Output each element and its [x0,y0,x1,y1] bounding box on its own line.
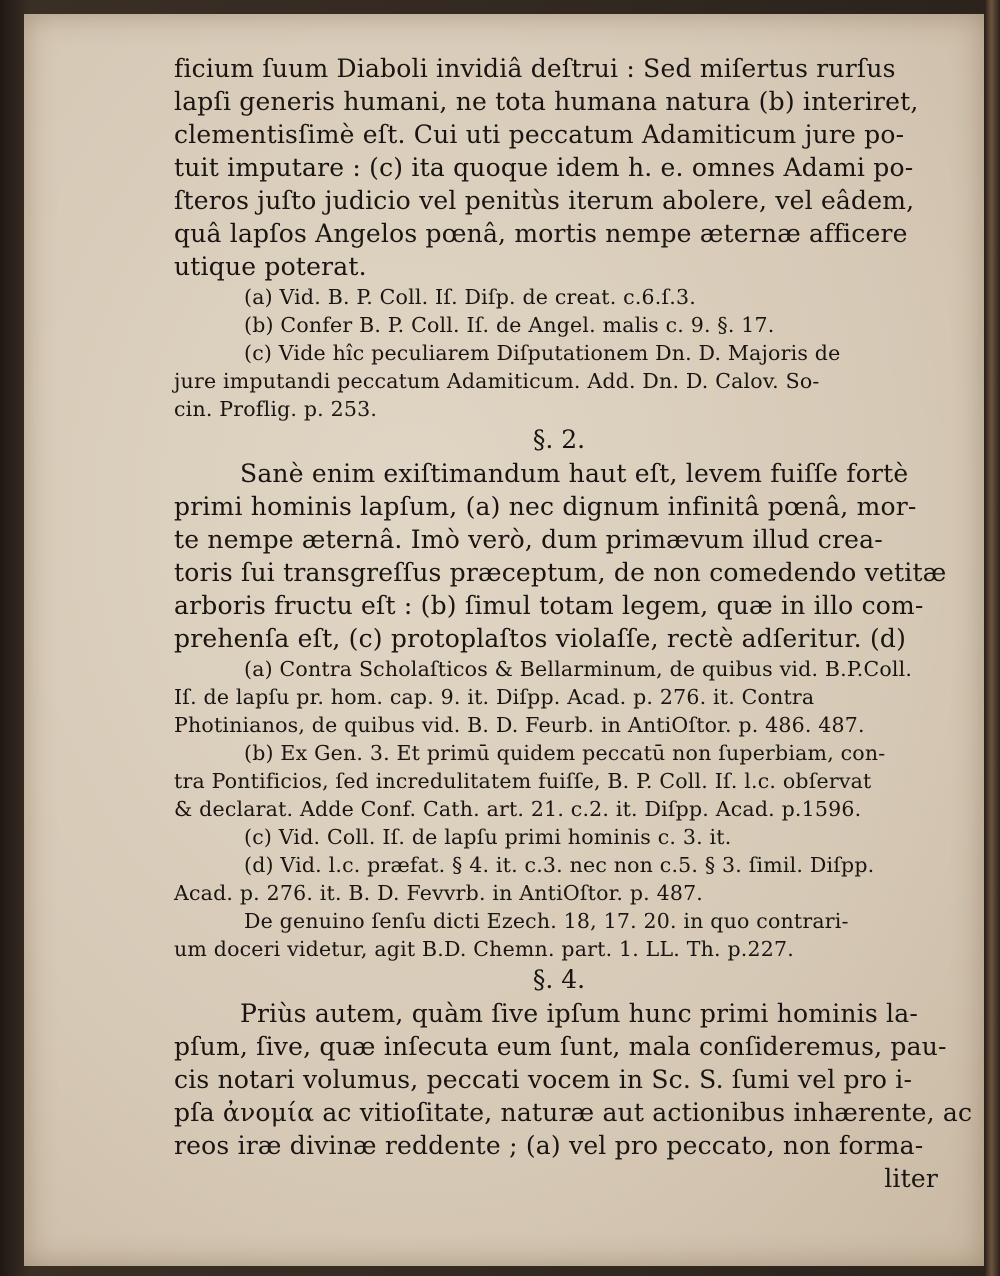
footnote-line: (b) Confer B. P. Coll. Iſ. de Angel. malis c. 9. §. 17. [244,313,775,337]
text-line: pſa ἀνομία ac vitioſitate, naturæ aut actionibus inhærente, ac [174,1098,973,1127]
page-text [174,52,973,1195]
catchword: liter [884,1164,938,1193]
footnote-line: De genuino ſenſu dicti Ezech. 18, 17. 20. in quo contrari- [244,909,849,933]
section-heading: §. 2. [532,425,586,454]
text-line: reos iræ divinæ reddente ; (a) vel pro peccato, non forma- [174,1131,924,1160]
section-heading: §. 4. [532,965,586,994]
text-line: lapſi generis humani, ne tota humana natura (b) interiret, [174,87,919,116]
footnotes-1 [174,283,944,423]
text-line: clementisſimè eſt. Cui uti peccatum Adamiticum jure po- [174,120,905,149]
page-edge [986,0,1000,1276]
footnote-line: tra Pontificios, ſed incredulitatem fuiſſe, B. P. Coll. Iſ. l.c. obſervat [174,769,872,793]
text-line: toris ſui transgreſſus præceptum, de non comedendo vetitæ [174,558,947,587]
text-line: ſteros juſto judicio vel penitùs iterum abolere, vel eâdem, [174,186,915,215]
text-line: arboris fructu eſt : (b) ſimul totam legem, quæ in illo com- [174,591,924,620]
footnote-line: & declarat. Adde Conf. Cath. art. 21. c.2. it. Diſpp. Acad. p.1596. [174,797,862,821]
book-page [24,14,984,1266]
text-line: cis notari volumus, peccati vocem in Sc. S. ſumi vel pro i- [174,1065,913,1094]
footnote-line: (a) Vid. B. P. Coll. Iſ. Diſp. de creat. c.6.ſ.3. [244,285,696,309]
text-line: Priùs autem, quàm ſive ipſum hunc primi hominis la- [240,999,918,1028]
footnote-line: (d) Vid. l.c. præfat. § 4. it. c.3. nec non c.5. § 3. ſimil. Diſpp. [244,853,875,877]
footnote-line: (b) Ex Gen. 3. Et primū quidem peccatū non ſuperbiam, con- [244,741,886,765]
footnote-line: (c) Vide hîc peculiarem Diſputationem Dn. D. Majoris de [244,341,841,365]
footnote-line: cin. Proflig. p. 253. [174,397,378,421]
footnote-line: Acad. p. 276. it. B. D. Fevvrb. in AntiOſtor. p. 487. [174,881,704,905]
footnote-line: um doceri videtur, agit B.D. Chemn. part. 1. LL. Th. p.227. [174,937,794,961]
text-line: ficium ſuum Diaboli invidiâ deſtrui : Sed miſertus rurſus [174,54,896,83]
paragraph-1 [174,52,944,283]
footnote-line: Photinianos, de quibus vid. B. D. Feurb. in AntiOſtor. p. 486. 487. [174,713,865,737]
footnote-line: (a) Contra Scholaſticos & Bellarminum, de quibus vid. B.P.Coll. [244,657,913,681]
paragraph-2 [174,457,947,655]
text-line: utique poterat. [174,252,367,281]
text-line: tuit imputare : (c) ita quoque idem h. e. omnes Adami po- [174,153,914,182]
text-line: prehenſa eſt, (c) protoplaſtos violaſſe, rectè adſeritur. (d) [174,624,907,653]
footnote-line: jure imputandi peccatum Adamiticum. Add. Dn. D. Calov. So- [174,369,820,393]
text-line: te nempe æternâ. Imò verò, dum primævum illud crea- [174,525,883,554]
text-line: pſum, ſive, quæ inſecuta eum ſunt, mala conſideremus, pau- [174,1032,947,1061]
text-line: quâ lapſos Angelos pœnâ, mortis nempe æternæ afficere [174,219,908,248]
footnotes-2 [174,655,944,963]
paragraph-3 [174,997,973,1162]
text-line: primi hominis lapſum, (a) nec dignum infinitâ pœnâ, mor- [174,492,917,521]
text-line: Sanè enim exiſtimandum haut eſt, levem fuiſſe fortè [240,459,909,488]
footnote-line: (c) Vid. Coll. Iſ. de lapſu primi hominis c. 3. it. [244,825,732,849]
footnote-line: Iſ. de lapſu pr. hom. cap. 9. it. Diſpp. Acad. p. 276. it. Contra [174,685,815,709]
